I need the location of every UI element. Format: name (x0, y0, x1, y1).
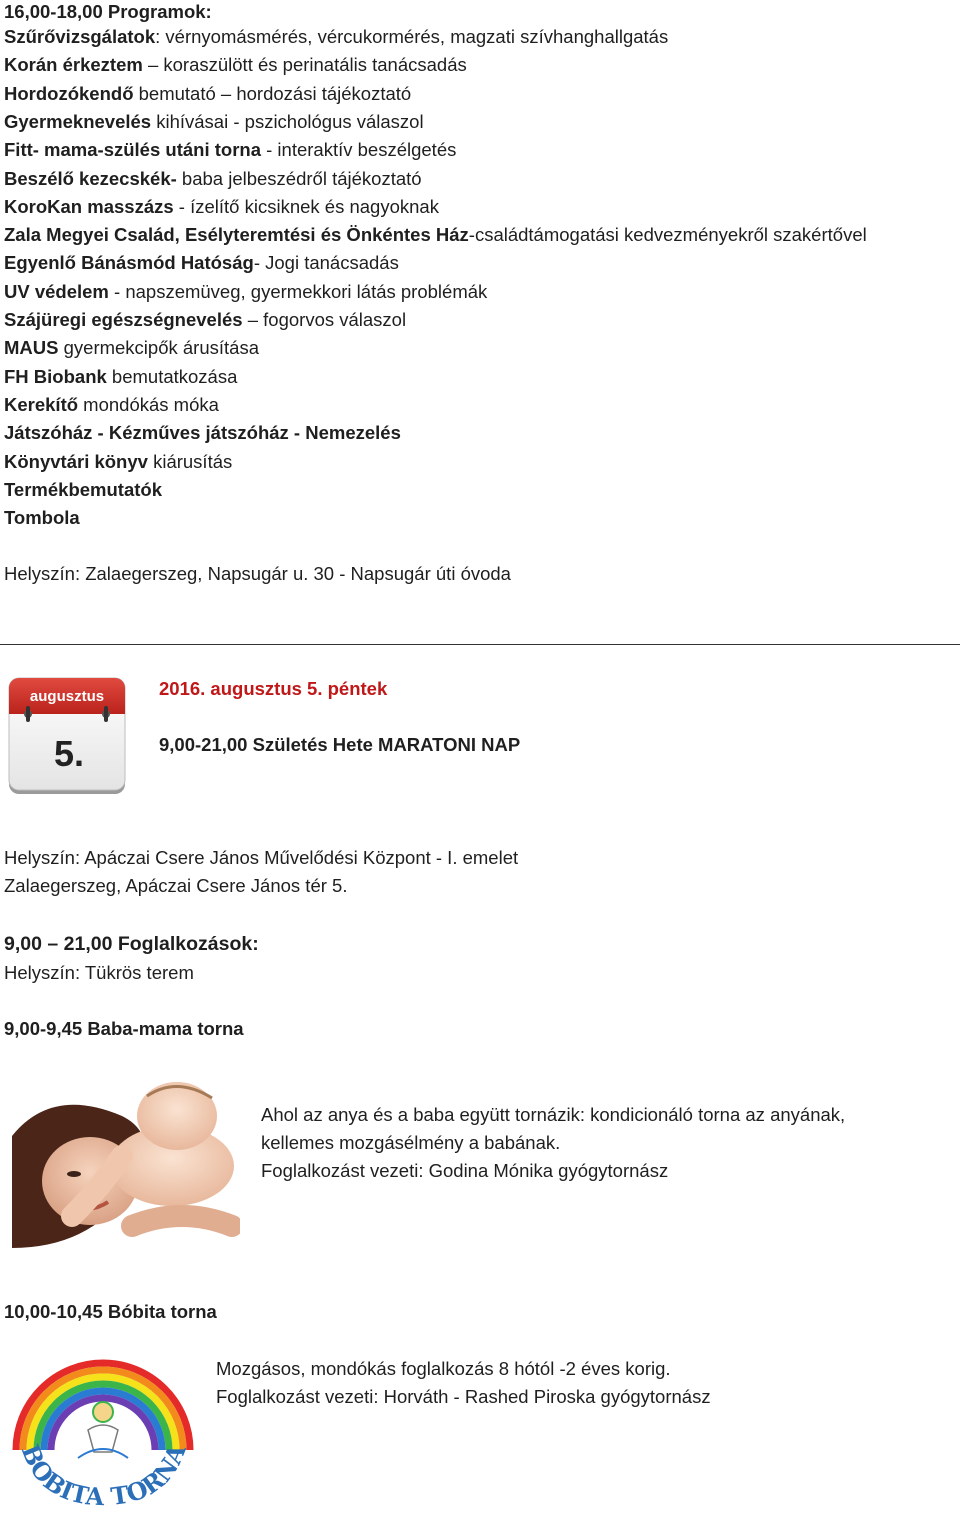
mother-baby-photo (12, 1076, 240, 1248)
activities-location: Helyszín: Tükrös terem (4, 962, 194, 983)
program-item-rest: kiárusítás (147, 450, 233, 472)
program-item (4, 25, 668, 49)
program-item-rest: - Jogi tanácsadás (253, 252, 399, 274)
program-item-bold: Fitt- mama-szülés utáni torna (4, 139, 261, 161)
program-item-bold: KoroKan masszázs (4, 195, 174, 217)
program-item (4, 223, 867, 247)
program-item (4, 506, 80, 530)
program-item (4, 53, 467, 77)
program-item-rest: gyermekcipők árusítása (58, 337, 259, 359)
session-1-desc-line2: kellemes mozgásélmény a babának. (261, 1132, 561, 1153)
location-apaczai-line2: Zalaegerszeg, Apáczai Csere János tér 5. (4, 875, 348, 896)
program-item-bold: Termékbemutatók (4, 478, 162, 500)
program-item-bold: Kerekítő (4, 393, 79, 415)
program-item-bold: Hordozókendő (4, 82, 134, 104)
program-item-rest: – koraszülött és perinatális tanácsadás (142, 54, 467, 76)
program-item-bold: Korán érkeztem (4, 54, 143, 76)
program-item (4, 421, 401, 445)
program-item-rest: bemutató – hordozási tájékoztató (133, 82, 412, 104)
date-title: 2016. augusztus 5. péntek (159, 678, 388, 699)
program-item (4, 280, 487, 304)
program-item-rest: : vérnyomásmérés, vércukormérés, magzati szívhanghallgatás (155, 26, 669, 47)
program-item (4, 82, 411, 106)
program-item-rest: baba jelbeszédről tájékoztató (176, 167, 422, 189)
section-divider (0, 644, 960, 645)
program-item-bold: UV védelem (4, 280, 109, 302)
session-1-leader: Foglalkozást vezeti: Godina Mónika gyógytornász (261, 1160, 669, 1181)
program-item (4, 450, 232, 474)
session-2-title: 10,00-10,45 Bóbita torna (4, 1301, 217, 1322)
program-item (4, 308, 406, 332)
program-item-bold: Tombola (4, 507, 80, 529)
program-header: 16,00-18,00 Programok: (4, 1, 212, 22)
program-item (4, 336, 259, 360)
program-item-bold: Szájüregi egészségnevelés (4, 309, 243, 330)
program-item (4, 393, 219, 417)
program-item (4, 167, 422, 191)
program-item-rest: - interaktív beszélgetés (260, 139, 457, 161)
bobita-logo-text: BOBITA TORNA (15, 1439, 192, 1512)
program-item (4, 478, 162, 502)
program-item-bold: Beszélő kezecskék- (4, 167, 177, 189)
program-item (4, 110, 424, 134)
program-item-rest: - napszemüveg, gyermekkori látás problémák (108, 280, 488, 302)
program-item-bold: MAUS (4, 337, 59, 359)
program-item-bold: Könyvtári könyv (4, 450, 148, 472)
activities-title: 9,00 – 21,00 Foglalkozások: (4, 933, 259, 955)
program-item (4, 138, 456, 162)
program-item-rest: - ízelítő kicsiknek és nagyoknak (173, 195, 439, 217)
program-item (4, 195, 439, 219)
session-2-desc: Mozgásos, mondókás foglalkozás 8 hótól -2 éves korig. (216, 1358, 671, 1379)
calendar-day: 5. (53, 733, 85, 774)
program-item (4, 365, 237, 389)
program-item-rest: – fogorvos válaszol (242, 309, 407, 330)
program-item-rest: mondókás móka (78, 393, 219, 415)
location-apaczai-line1: Helyszín: Apáczai Csere János Művelődési Központ - I. emelet (4, 847, 519, 868)
program-item-rest: -családtámogatási kedvezményekről szakértővel (468, 224, 867, 246)
calendar-month: augusztus (29, 688, 105, 705)
marathon-title: 9,00-21,00 Születés Hete MARATONI NAP (159, 734, 521, 755)
location-napsugar: Helyszín: Zalaegerszeg, Napsugár u. 30 - Napsugár úti óvoda (4, 563, 511, 584)
program-item-bold: Zala Megyei Család, Esélyteremtési és Önkéntes Ház (4, 224, 469, 246)
session-1-desc-line1: Ahol az anya és a baba együtt tornázik: kondicionáló torna az anyának, (261, 1104, 846, 1125)
program-item-rest: kihívásai - pszichológus válaszol (151, 110, 424, 132)
bobita-logo-icon (8, 1340, 198, 1512)
program-item-bold: Szűrővizsgálatok (4, 26, 156, 47)
program-item-bold: Játszóház - Kézműves játszóház - Nemezelés (4, 422, 401, 444)
program-item (4, 251, 399, 275)
session-2-leader: Foglalkozást vezeti: Horváth - Rashed Piroska gyógytornász (216, 1386, 711, 1407)
program-item-rest: bemutatkozása (106, 365, 238, 387)
session-1-title: 9,00-9,45 Baba-mama torna (4, 1018, 244, 1039)
calendar-icon (6, 676, 128, 798)
program-item-bold: Egyenlő Bánásmód Hatóság (4, 252, 254, 274)
program-item-bold: FH Biobank (4, 365, 107, 387)
program-item-bold: Gyermeknevelés (4, 110, 152, 132)
